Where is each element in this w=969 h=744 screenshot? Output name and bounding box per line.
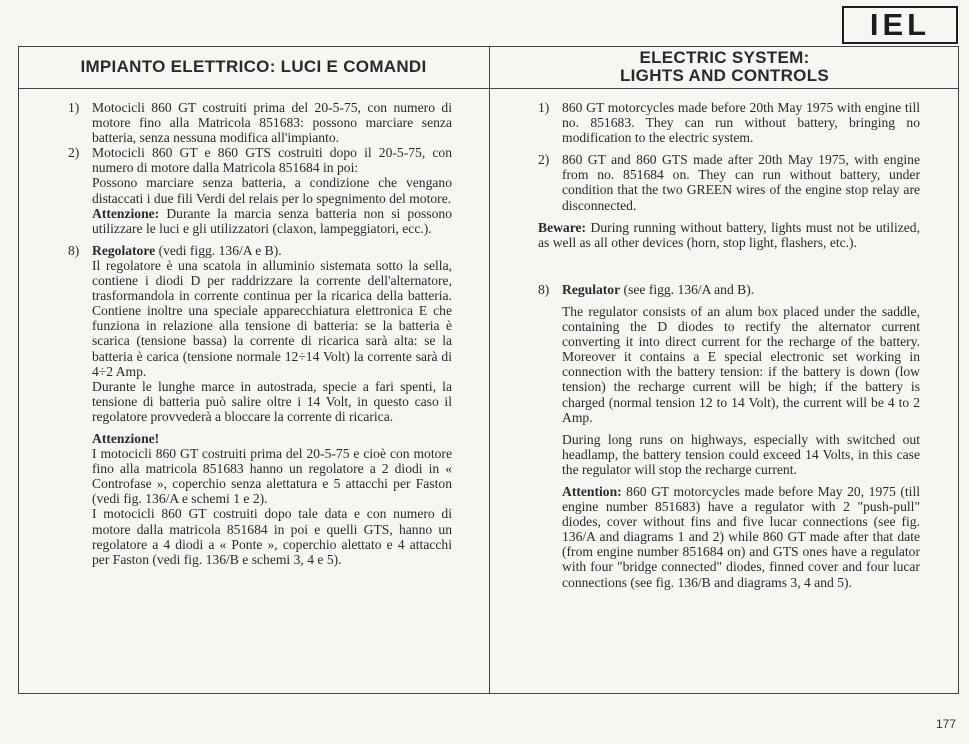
it-regulator-ref: (vedi figg. 136/A e B). bbox=[155, 242, 282, 258]
en-item-1 bbox=[538, 100, 920, 145]
en-item-8 bbox=[538, 282, 920, 590]
it-item-1-text: Motocicli 860 GT costruiti prima del 20-5-75, con numero di motore fino alla Matricola 851683: possono marciare senza batteria, senza nessuna modifica all'impianto. bbox=[92, 100, 452, 146]
it-attention-1-text: Durante la marcia senza batteria non si possono utilizzare le luci e gli utilizzatori (claxon, lampeggiatori, ecc.). bbox=[92, 205, 452, 236]
it-attention-2-label-text: Attenzione! bbox=[92, 430, 160, 446]
english-heading-line1: ELECTRIC SYSTEM: bbox=[639, 48, 810, 67]
it-item-1 bbox=[68, 100, 452, 145]
it-item-1-number: 1) bbox=[68, 100, 80, 115]
en-beware-label: Beware: bbox=[538, 219, 587, 235]
en-item-8-para-c bbox=[562, 484, 920, 590]
it-item-2-condition: Possono marciare senza batteria, a condizione che vengano distaccati i due fili Verdi del relais per lo spegnimento del motore. bbox=[92, 175, 452, 206]
it-item-8-para-c: I motocicli 860 GT costruiti prima del 20-5-75 e cioè con motore fino alla matricola 851683 hanno un regolatore a 2 diodi in « Controfase », coperchio senza alettatura e 5 attacchi per Faston (vedi fig. 136/A e schemi 1 e 2). bbox=[92, 446, 452, 507]
en-regulator-ref: (see figg. 136/A and B). bbox=[620, 281, 755, 297]
english-column bbox=[538, 100, 920, 590]
en-item-8-para-b: During long runs on highways, especially with switched out headlamp, the battery tension could exceed 14 Volts, in this case the regulator will stop the recharge current. bbox=[562, 431, 920, 477]
it-attention-2-label bbox=[92, 431, 452, 446]
en-item-2-text: 860 GT and 860 GTS made after 20th May 1975, with engine from no. 851684 on. They can run without battery, under condition that the two GREEN wires of the engine stop relay are disconnected. bbox=[562, 152, 920, 213]
page-number: 177 bbox=[936, 717, 957, 731]
it-item-8-para-a: Il regolatore è una scatola in alluminio sistemata sotto la sella, contiene i diodi D per raddrizzare la corrente dell'alternatore, trasformandola in corrente continua per la ricarica della batteria. Contiene inoltre una speciale apparecchiatura elettronica E che funziona in relazione alla tensione di batteria: se la batteria è scarica (tensione bassa) la corrente di ricarica sarà alta: se la batteria è carica (tensione normale 12÷14 Volt) la corrente sarà di 4÷2 Amp. bbox=[92, 257, 452, 379]
it-item-8 bbox=[68, 243, 452, 567]
en-item-8-title bbox=[562, 282, 920, 297]
it-item-2-text: Motocicli 860 GT e 860 GTS costruiti dopo il 20-5-75, con numero di motore dalla Matricola 851684 in poi: bbox=[92, 145, 452, 176]
it-item-2 bbox=[68, 145, 452, 205]
en-attention-text: 860 GT motorcycles made before May 20, 1975 (till engine number 851683) have a regulator with 2 "push-pull" diodes, cover without fins and five lucar connections (see fig. 136/A and diagrams 1 and 2) while 860 GT made after that date (from engine number 851684 on) and GTS ones have a regulator with four "bridge connected" diodes, finned cover and four lucar connections (see fig. 136/B and diagrams 3, 4 and 5). bbox=[562, 483, 920, 590]
it-item-8-title bbox=[92, 243, 452, 258]
en-item-2 bbox=[538, 152, 920, 212]
it-attention-1-label: Attenzione: bbox=[92, 205, 160, 221]
en-item-1-text: 860 GT motorcycles made before 20th May 1975 with engine till no. 851683. They can run without battery, bringing no modification to the electric system. bbox=[562, 100, 920, 146]
column-divider bbox=[489, 46, 490, 694]
en-attention-label: Attention: bbox=[562, 483, 622, 499]
it-item-8-para-d: I motocicli 860 GT costruiti dopo tale data e con numero di motore dalla matricola 851684 in poi e quelli GTS, hanno un regolatore a 4 diodi a « Ponte », coperchio alettato e 4 attacchi per Faston (vedi fig. 136/B e schemi 3, 4 e 5). bbox=[92, 506, 452, 567]
it-attention-1 bbox=[68, 206, 452, 236]
english-heading bbox=[490, 49, 959, 85]
en-item-1-number: 1) bbox=[538, 100, 550, 115]
en-beware bbox=[538, 220, 920, 250]
it-item-8-para-b: Durante le lunghe marce in autostrada, specie a fari spenti, la tensione di batteria può salire oltre i 14 Volt, in questo caso il regolatore provvederà a bloccare la corrente di ricarica. bbox=[92, 378, 452, 424]
en-item-8-number: 8) bbox=[538, 281, 550, 297]
section-tab: IEL bbox=[842, 6, 958, 44]
en-regulator-label: Regulator bbox=[562, 281, 621, 297]
italian-column bbox=[68, 100, 452, 567]
en-item-2-number: 2) bbox=[538, 152, 550, 168]
it-item-2-number: 2) bbox=[68, 145, 80, 161]
italian-heading: IMPIANTO ELETTRICO: LUCI E COMANDI bbox=[80, 57, 427, 76]
en-beware-text: During running without battery, lights must not be utilized, as well as all other devices (horn, stop light, flashers, etc.). bbox=[538, 219, 920, 250]
en-item-8-para-a: The regulator consists of an alum box placed under the saddle, containing the D diodes to rectify the alternator current converting it into direct current for the recharge of the battery. Moreover it contains a E special electronic set working in connection with the battery tension: if the battery is down (low tension) the recharge current will be high; if the battery is charged (normal tension 12 to 14 Volt), the current will be 4 to 2 Amp. bbox=[562, 303, 920, 425]
it-item-8-number: 8) bbox=[68, 242, 80, 258]
english-heading-line2: LIGHTS AND CONTROLS bbox=[619, 66, 830, 85]
it-regulator-label: Regolatore bbox=[92, 242, 156, 258]
